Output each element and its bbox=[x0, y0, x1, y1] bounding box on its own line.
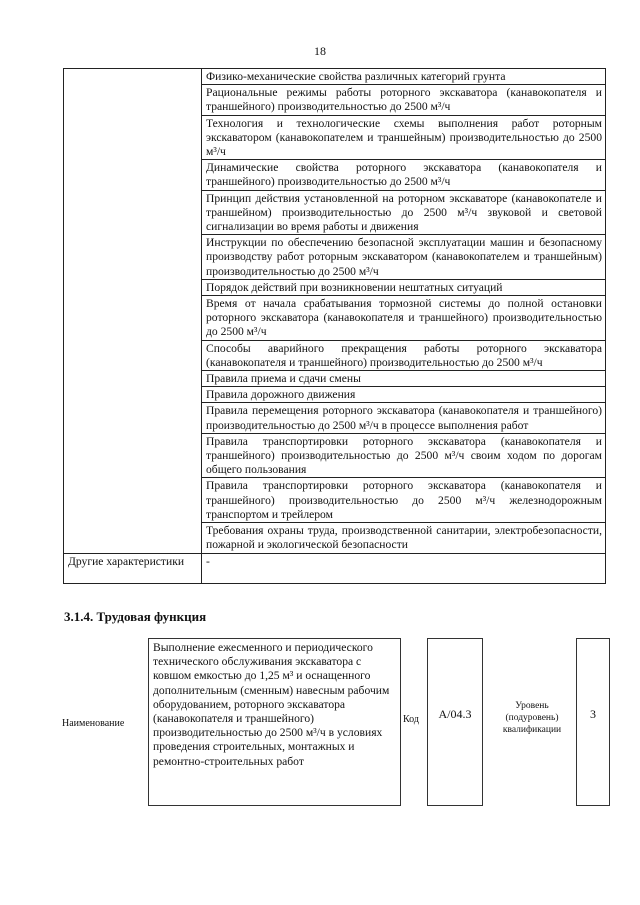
knowledge-item: Правила перемещения роторного экскаватора (канавокопателя и траншейного) производительностью до 2500 м³/ч в процессе выполнения работ bbox=[202, 403, 606, 433]
function-name-box: Выполнение ежесменного и периодического технического обслуживания экскаватора с ковшом емкостью до 1,25 м³ и оснащенного дополнительным (сменным) навесным рабочим оборудованием, роторного экскаватора (канавокопателя и траншейного) производительностью до 2500 м³/ч в условиях проведения строительных, монтажных и ремонтно-строительных работ bbox=[148, 638, 401, 806]
table-row bbox=[64, 69, 606, 85]
name-label: Наименование bbox=[62, 718, 125, 729]
table-row bbox=[64, 553, 606, 583]
knowledge-table bbox=[63, 68, 606, 584]
knowledge-item: Инструкции по обеспечению безопасной эксплуатации машин и безопасному производству работ роторным экскаватором (канавокопателем и траншейным) производительностью до 2500 м³/ч bbox=[202, 235, 606, 280]
code-label: Код bbox=[403, 714, 419, 725]
knowledge-item: Порядок действий при возникновении нештатных ситуаций bbox=[202, 279, 606, 295]
knowledge-item: Правила приема и сдачи смены bbox=[202, 371, 606, 387]
knowledge-item: Способы аварийного прекращения работы роторного экскаватора (канавокопателя и траншейного) производительностью до 2500 м³/ч bbox=[202, 340, 606, 370]
knowledge-item: Технология и технологические схемы выполнения работ роторным экскаватором (канавокопателем и траншейным) производительностью до 2500 м³/ч bbox=[202, 115, 606, 160]
level-box: 3 bbox=[576, 638, 610, 806]
other-characteristics-label: Другие характеристики bbox=[64, 553, 202, 583]
knowledge-label-cell bbox=[64, 69, 202, 554]
code-box: А/04.3 bbox=[427, 638, 483, 806]
labor-function-block bbox=[60, 638, 610, 810]
knowledge-item: Принцип действия установленной на роторном экскаваторе (канавокопателе и траншейном) производительностью до 2500 м³/ч звуковой и световой сигнализации во время работы и движения bbox=[202, 190, 606, 235]
knowledge-item: Требования охраны труда, производственной санитарии, электробезопасности, пожарной и экологической безопасности bbox=[202, 523, 606, 553]
knowledge-item: Правила дорожного движения bbox=[202, 387, 606, 403]
other-characteristics-value: - bbox=[202, 553, 606, 583]
section-heading: 3.1.4. Трудовая функция bbox=[64, 609, 207, 624]
knowledge-item: Динамические свойства роторного экскаватора (канавокопателя и траншейного) производительностью до 2500 м³/ч bbox=[202, 160, 606, 190]
knowledge-item: Время от начала срабатывания тормозной системы до полной остановки роторного экскаватора (канавокопателя и траншейного) производительностью до 2500 м³/ч bbox=[202, 296, 606, 341]
knowledge-item: Рациональные режимы работы роторного экскаватора (канавокопателя и траншейного) производительностью до 2500 м³/ч bbox=[202, 85, 606, 115]
knowledge-item: Правила транспортировки роторного экскаватора (канавокопателя и траншейного) производительностью до 2500 м³/ч своим ходом по дорогам общего пользования bbox=[202, 433, 606, 478]
knowledge-item: Правила транспортировки роторного экскаватора (канавокопателя и траншейного) производительностью до 2500 м³/ч железнодорожным транспортом и трейлером bbox=[202, 478, 606, 523]
level-label: Уровень (подуровень) квалификации bbox=[502, 701, 562, 735]
page-number: 18 bbox=[314, 44, 326, 58]
knowledge-item: Физико-механические свойства различных категорий грунта bbox=[202, 69, 606, 85]
